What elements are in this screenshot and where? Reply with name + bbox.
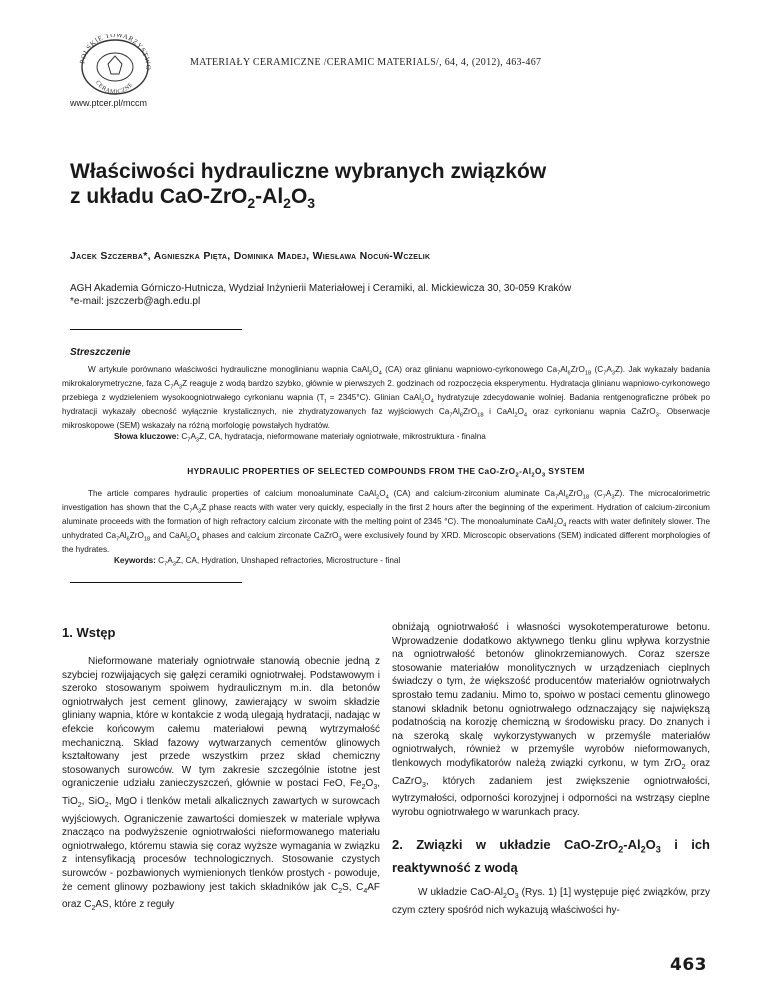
divider-top [70,329,242,330]
abstract-heading: Streszczenie [70,347,131,358]
svg-text:POLSKIE TOWARZYSTWO: POLSKIE TOWARZYSTWO [78,34,153,71]
keywords-english: Keywords: $C_7A_3Z$, CA, Hydration, Unshaped refractories, Microstructure - final [114,555,401,568]
title-line-1: Właściwości hydrauliczne wybranych związków [70,160,547,183]
abstract-english [62,489,710,570]
society-logo [70,34,160,96]
contact-email[interactable]: *e-mail: jszczerb@agh.edu.pl [70,296,201,307]
abstract-polish [62,365,710,446]
column-right [392,621,710,917]
abstract-polish-body: W artykule porównano właściwości hydrauliczne monoglinianu wapnia $CaAl_2O_4$ (CA) oraz glinianu wapniowo-cyrkonowego $Ca_7Al_6ZrO_{18}$ $(C_7A_3Z)$. Jak wykazały badania mikrokalorymetryczne, faza $C_7A_3Z$ reaguje z wodą bardzo szybko, głównie w pierwszych 2. godzinach od rozpoczęcia eksperymentu. Hydratacja glinianu wapniowo-cyrkonowego przebiega z wydzieleniem wysokoogniotrwałego cyrkonianu wapnia $(T_t = 2345^\circ C)$. Glinian $CaAl_2O_4$ hydratyzuje zdecydowanie wolniej. Badania rentgenograficzne próbek po hydratacji wykazały obecność wyłącznie krystalicznych, nie zhydratyzowanych faz wyjściowych $Ca_7Al_6ZrO_{18}$ i $CaAl_2O_4$ oraz cyrkonianu wapnia CaZrO$_3$. Obserwacje mikroskopowe (SEM) wskazały na różną morfologię powstałych hydratów. [62,365,711,431]
svg-text:CERAMICZNE: CERAMICZNE [94,79,135,96]
keywords-polish: Słowa kluczowe: $C_7A_3Z$, CA, hydratacja, nieformowane materiały ogniotrwałe, mikrostruktura - finalna [114,431,486,444]
section-1-heading: 1. Wstęp [62,625,116,640]
journal-citation: MATERIAŁY CERAMICZNE /CERAMIC MATERIALS/, 64, 4, (2012), 463-467 [190,57,542,68]
abstract-english-body: The article compares hydraulic properties of calcium monoaluminate $CaAl_2O_4$ (CA) and calcium-zirconium aluminate $Ca_7Al_6ZrO_{18}$ $(C_7A_3Z)$. The microcalorimetric investigation has shown that the $C_7A_3Z$ phase reacts with water very quickly, especially in the first 2 hours after the beginning of the experiment. Hydration of calcium-zirconium aluminate proceeds with the formation of high refractory calcium zirconate with the melting point of 2345 °C). The monoaluminate $CaAl_2O_4$ reacts with water definitely slower. The unhydrated $Ca_7Al_6ZrO_{18}$ and $CaAl_2O_4$ phases and calcium zirconate CaZrO$_3$ were exclusively found by XRD. Microscopic observations (SEM) indicated different morphologies of the hydrates. [62,489,711,555]
article-title [70,159,710,216]
affiliation [70,282,720,308]
author-list: Jacek Szczerba*, Agnieszka Pięta, Dominika Madej, Wiesława Nocuń-Wczelik [70,250,431,262]
affiliation-text: AGH Akademia Górniczo-Hutnicza, Wydział Inżynierii Materiałowej i Ceramiki, al. Mickiewicza 30, 30-059 Kraków [70,283,572,294]
column-left [62,624,380,916]
section-1-paragraph-2: obniżają ogniotrwałość i własności wysokotemperaturowe betonu. Wprowadzenie dodatkowo aktywnego tlenku glinu wpływa korzystnie na ogniotrwałość betonów glinokrzemianowych. Coraz szersze stosowanie materiałów monolitycznych w urządzeniach cieplnych świadczy o tym, że większość producentów materiałów ogniotrwałych sprostało temu zadaniu. Mimo to, spoiwo w postaci cementu glinowego stanowi składnik betonu ogniotrwałego odznaczający się największą podatnością na korozję chemiczną w środowisku pracy. Do znanych i na szeroką skalę wykorzystywanych w przemyśle materiałów ogniotrwałych, również w przemyśle wyrobów nieformowanych, tlenkowych modyfikatorów należą związki cyrkonu, w tym ZrO$_2$ oraz CaZrO$_3$, których zadaniem jest zwiększenie ogniotrwałości, wytrzymałości, odporności korozyjnej i odporności na wstrząsy cieplne wyrobu ogniotrwałego w warunkach pracy. [392,622,711,818]
english-title: HYDRAULIC PROPERTIES OF SELECTED COMPOUNDS FROM THE CaO-$ZrO_2-Al_2O_3$ SYSTEM [187,466,585,479]
title-line-2: z układu CaO-$ZrO_2-Al_2O_3$ [70,185,316,212]
section-2-paragraph-1: W układzie CaO-$Al_2O_3$ (Rys. 1) [1] występuje pięć związków, przy czym cztery spośród nich wykazują właściwości hy- [392,886,710,916]
journal-url[interactable]: www.ptcer.pl/mccm [70,98,148,108]
society-seal-icon [70,34,160,96]
section-2-heading: 2. Związki w układzie CaO-$ZrO_2-Al_2O_3$ i ich reaktywność z wodą [392,837,710,875]
divider-bottom [70,582,242,583]
page-number: 463 [670,955,707,975]
section-1-paragraph-1: Nieformowane materiały ogniotrwałe stanowią obecnie jedną z szybciej rozwijających się gałęzi ceramiki ogniotrwałej. Podstawowym i szeroko stosowanym spoiwem hydraulicznym m.in. dla betonów ogniotrwałych jest cement glinowy, zawierający w swoim składzie gliniany wapnia, które w kontakcie z wodą ulegają hydratacji, nadając w efekcie końcowym całemu materiałowi pewną wytrzymałość mechaniczną. Skład fazowy wytwarzanych cementów glinowych kształtowany jest przede wszystkim przez skład chemiczny stosowanych surowców. W tym zakresie szczególnie istotne jest ograniczenie udziału zanieczyszczeń, głównie w postaci FeO, $Fe_2O_3$, TiO$_2$, SiO$_2$, MgO i tlenków metali alkalicznych zawartych w surowcach wyjściowych. Ograniczenie zawartości domieszek w materiale wpływa znacząco na podwyższenie ogniotrwałości nieformowanego materiału ogniotrwałego, któremu stawia się coraz wyższe wymagania w związku z intensyfikacją procesów technologicznych. Stosowanie czystych surowców - pozbawionych wymienionych tlenków prostych - powoduje, że cement glinowy pozbawiony jest takich składników jak $C_2S$, $C_4AF$ oraz $C_2AS$, które z reguły [62,656,380,913]
